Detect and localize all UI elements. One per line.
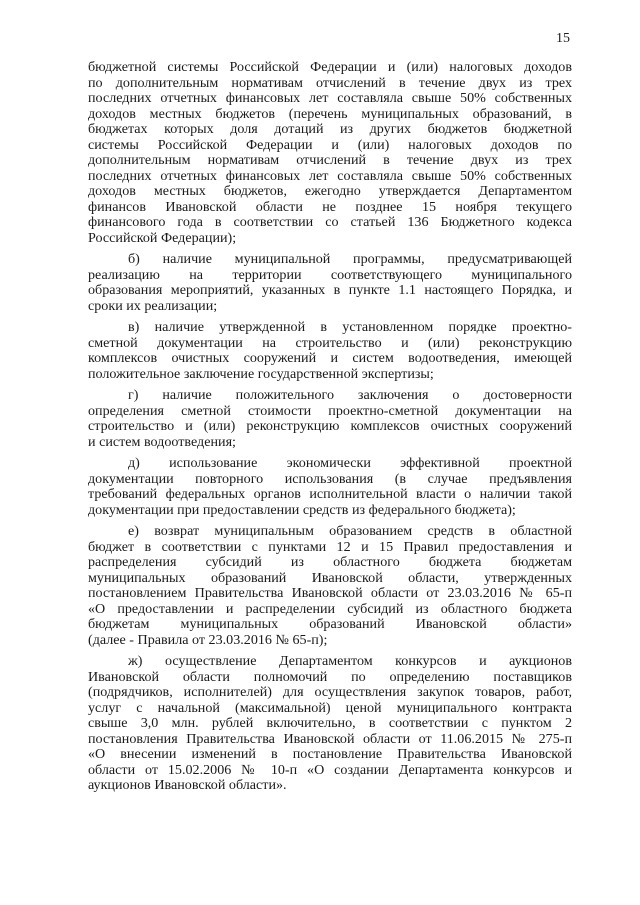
text-line: распределения субсидий из областного бюджета бюджетам bbox=[88, 555, 572, 570]
text-line: бюджет в соответствии с пунктами 12 и 15 Правил предоставления и bbox=[88, 539, 572, 555]
text-line: б) наличие муниципальной программы, предусматривающей bbox=[128, 252, 572, 267]
text-line: г) наличие положительного заключения о достоверности bbox=[128, 388, 572, 403]
text-line: финансов Ивановской области не позднее 15 ноября текущего bbox=[88, 199, 572, 215]
page-number: 15 bbox=[556, 31, 570, 46]
text-line: «О внесении изменений в постановление Правительства Ивановской bbox=[88, 747, 572, 762]
text-line: и систем водоотведения; bbox=[88, 434, 236, 450]
text-line: доходов местных бюджетов (перечень муниципальных образований, в bbox=[88, 106, 572, 122]
text-line: последних отчетных финансовых лет составляла свыше 50% собственных bbox=[88, 168, 572, 184]
paragraph-d bbox=[88, 456, 572, 518]
text-line: положительное заключение государственной экспертизы; bbox=[88, 366, 434, 382]
text-line: бюджетам муниципальных образований Ивановской области» bbox=[88, 617, 572, 632]
text-line: е) возврат муниципальным образованием средств в областной bbox=[128, 524, 572, 539]
paragraph-e bbox=[88, 524, 572, 648]
text-line: постановлением Правительства Ивановской области от 23.03.2016 № 65-п bbox=[88, 586, 572, 601]
text-line: (далее - Правила от 23.03.2016 № 65-п); bbox=[88, 632, 328, 648]
text-line: реализацию на территории соответствующего муниципального bbox=[88, 267, 572, 283]
text-line: сроки их реализации; bbox=[88, 298, 218, 314]
paragraph-v bbox=[88, 320, 572, 382]
paragraph-a-continued bbox=[88, 60, 572, 246]
text-line: Российской Федерации); bbox=[88, 230, 237, 246]
text-line: ж) осуществление Департаментом конкурсов и аукционов bbox=[128, 654, 572, 669]
text-line: системы Российской Федерации и (или) налоговых доходов по bbox=[88, 137, 572, 153]
text-line: (подрядчиков, исполнителей) для осуществления закупок товаров, работ, bbox=[88, 685, 572, 700]
paragraph-g bbox=[88, 388, 572, 450]
text-line: Ивановской области полномочий по определению поставщиков bbox=[88, 669, 572, 685]
text-line: строительство и (или) реконструкцию комплексов очистных сооружений bbox=[88, 419, 572, 434]
document-body bbox=[88, 60, 572, 800]
text-line: услуг с начальной (максимальной) ценой муниципального контракта bbox=[88, 700, 572, 716]
text-line: комплексов очистных сооружений и систем водоотведения, имеющей bbox=[88, 351, 572, 366]
text-line: д) использование экономически эффективной проектной bbox=[128, 456, 572, 471]
text-line: в) наличие утвержденной в установленном порядке проектно- bbox=[128, 320, 572, 335]
text-line: доходов местных бюджетов, ежегодно утверждается Департаментом bbox=[88, 184, 572, 199]
text-line: по дополнительным нормативам отчислений в течение двух из трех bbox=[88, 75, 572, 91]
text-line: сметной документации на строительство и (или) реконструкцию bbox=[88, 335, 572, 351]
text-line: определения сметной стоимости проектно-сметной документации на bbox=[88, 403, 572, 419]
text-line: «О предоставлении и распределении субсидий из областного бюджета bbox=[88, 601, 572, 617]
text-line: финансового года в соответствии со статьей 136 Бюджетного кодекса bbox=[88, 215, 572, 230]
text-line: дополнительным нормативам отчислений в течение двух из трех bbox=[88, 153, 572, 168]
text-line: документации при предоставлении средств из федерального бюджета); bbox=[88, 502, 516, 518]
paragraph-b bbox=[88, 252, 572, 314]
text-line: образования мероприятий, указанных в пункте 1.1 настоящего Порядка, и bbox=[88, 283, 572, 298]
text-line: области от 15.02.2006 № 10-п «О создании Департамента конкурсов и bbox=[88, 762, 572, 778]
text-line: бюджетах которых доля дотаций из других бюджетов бюджетной bbox=[88, 122, 572, 137]
paragraph-zh bbox=[88, 654, 572, 794]
text-line: последних отчетных финансовых лет составляла свыше 50% собственных bbox=[88, 91, 572, 106]
text-line: документации повторного использования (в случае предъявления bbox=[88, 471, 572, 487]
text-line: требований федеральных органов исполнительной власти о наличии такой bbox=[88, 487, 572, 502]
text-line: свыше 3,0 млн. рублей включительно, в соответствии с пунктом 2 bbox=[88, 716, 572, 731]
text-line: бюджетной системы Российской Федерации и (или) налоговых доходов bbox=[88, 60, 572, 75]
text-line: постановления Правительства Ивановской области от 11.06.2015 № 275-п bbox=[88, 731, 572, 747]
text-line: муниципальных образований Ивановской области, утвержденных bbox=[88, 570, 572, 586]
text-line: аукционов Ивановской области». bbox=[88, 778, 287, 793]
